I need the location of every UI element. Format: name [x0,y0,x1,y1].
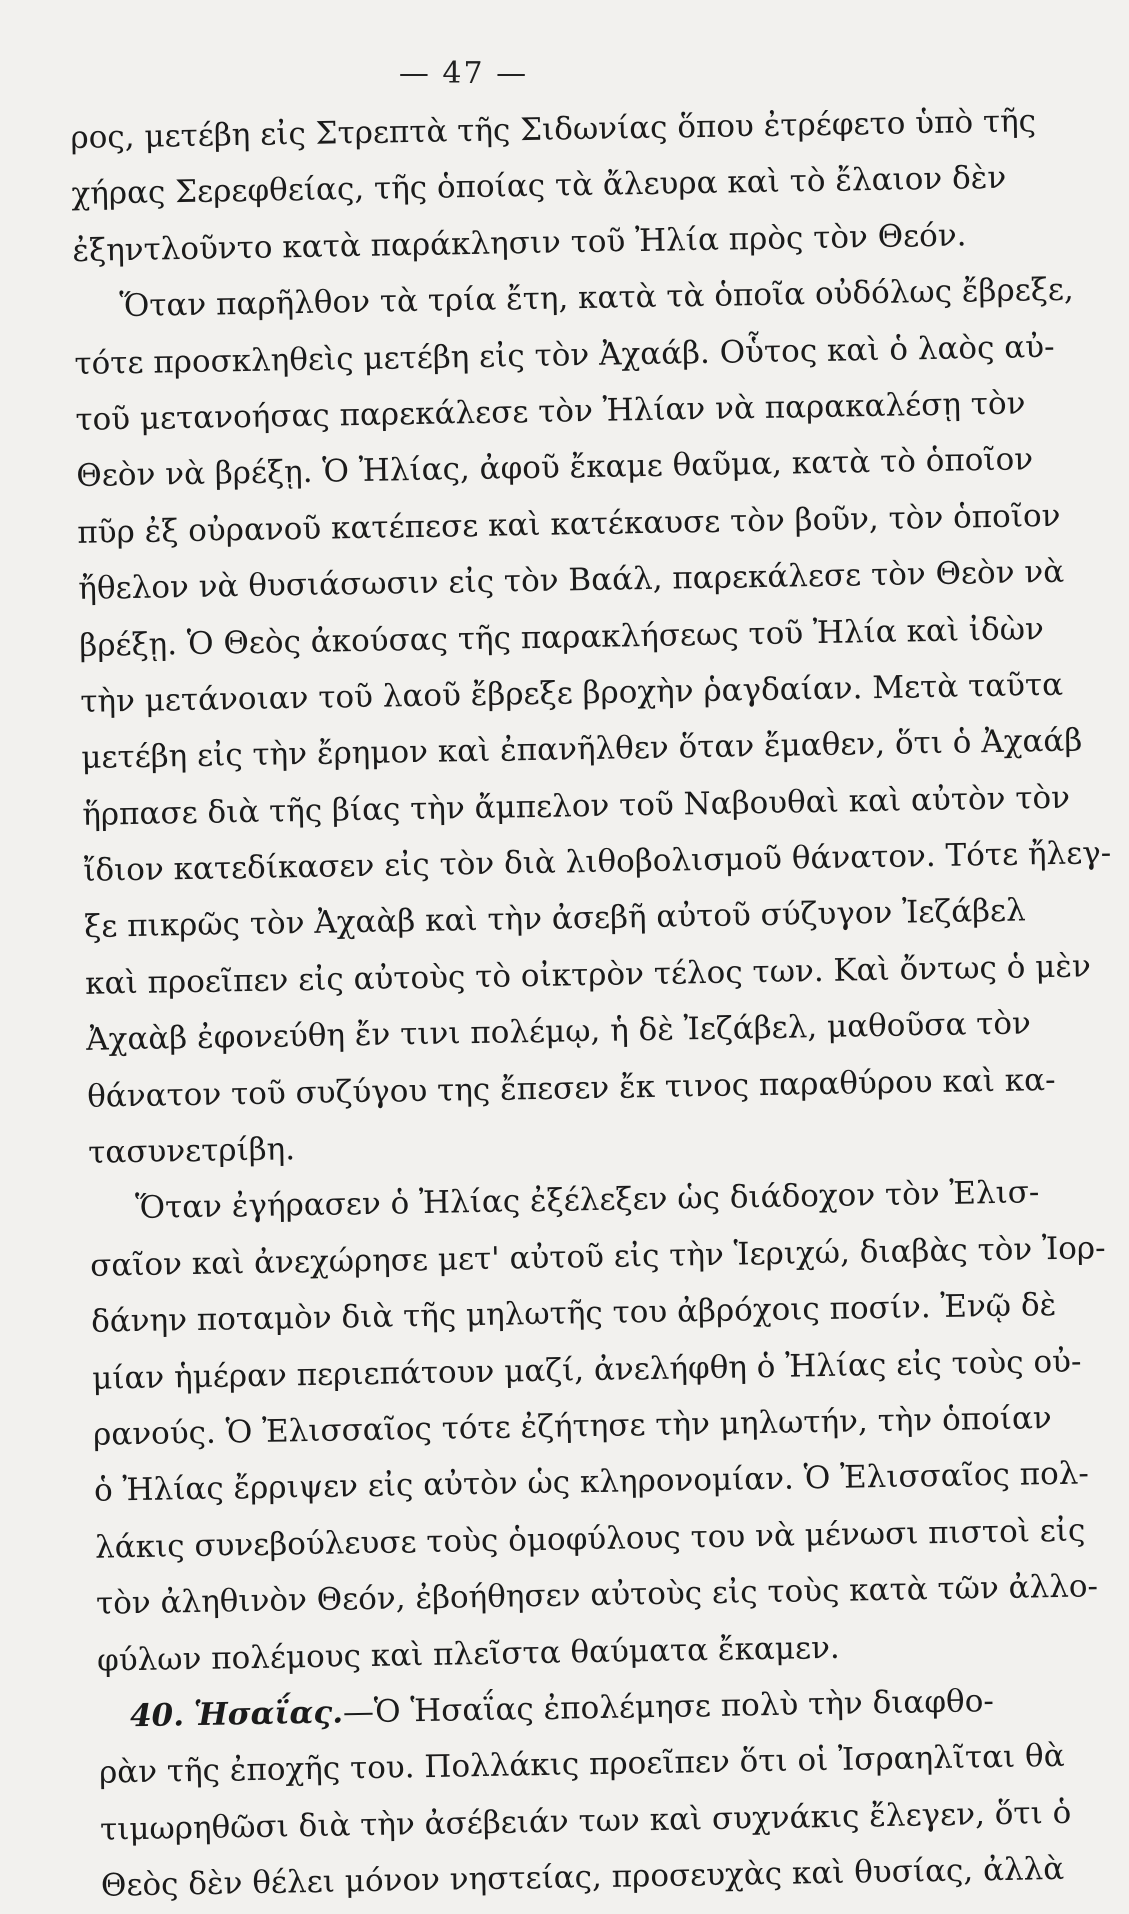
text-line: φύλων πολέμους καὶ πλεῖστα θαύματα ἔκαμεν. [96,1629,841,1679]
text-line: τὸν ἀληθινὸν Θεόν, ἐβοήθησεν αὐτοὺς εἰς τοὺς κατὰ τῶν ἀλλο- [95,1568,1099,1622]
text-line: Ἀχαὰβ ἐφονεύθη ἔν τινι πολέμῳ, ἡ δὲ Ἰεζάβελ, μαθοῦσα τὸν [85,1005,1032,1059]
text-line: ἤθελον νὰ θυσιάσωσιν εἰς τὸν Βαάλ, παρεκάλεσε τὸν Θεὸν νὰ [78,553,1065,608]
text-line: Ὅταν παρῆλθον τὰ τρία ἔτη, κατὰ τὰ ὁποῖα οὐδόλως ἔβρεξε, [119,271,1075,325]
text-line: θάνατον τοῦ συζύγου της ἔπεσεν ἔκ τινος παραθύρου καὶ κα- [86,1061,1056,1115]
text-line: βρέξῃ. Ὁ Θεὸς ἀκούσας τῆς παρακλήσεως τοῦ Ἠλία καὶ ἰδὼν [79,610,1045,664]
page-number: — 47 — [398,56,529,91]
text-line: μετέβη εἰς τὴν ἔρημον καὶ ἐπανῆλθεν ὅταν ἔμαθεν, ὅτι ὁ Ἀχαάβ [81,722,1083,777]
text-line: ρὰν τῆς ἐποχῆς του. Πολλάκις προεῖπεν ὅτι οἱ Ἰσραηλῖται θὰ [98,1738,1065,1792]
text-line: ρος, μετέβη εἰς Στρεπτὰ τῆς Σιδωνίας ὅπου ἐτρέφετο ὑπὸ τῆς [70,103,1037,156]
text-line: σαῖον καὶ ἀνεχώρησε μετ' αὐτοῦ εἰς τὴν Ἱεριχώ, διαβὰς τὸν Ἰορ- [89,1229,1106,1284]
text-line: τὴν μετάνοιαν τοῦ λαοῦ ἔβρεξε βροχὴν ῥαγδαίαν. Μετὰ ταῦτα [80,666,1064,720]
text-line: Θεὸς δὲν θέλει μόνον νηστείας, προσευχὰς καὶ θυσίας, ἀλλὰ [100,1851,1065,1904]
text-line: ἥρπασε διὰ τῆς βίας τὴν ἄμπελον τοῦ Ναβουθαὶ καὶ αὐτὸν τὸν [81,779,1071,833]
text-line: χήρας Σερεφθείας, τῆς ὁποίας τὰ ἄλευρα καὶ τὸ ἔλαιον δὲν [71,160,1007,213]
text-line: τότε προσκληθεὶς μετέβη εἰς τὸν Ἀχαάβ. Οὗτος καὶ ὁ λαὸς αὐ- [74,328,1055,382]
text-line: πῦρ ἐξ οὐρανοῦ κατέπεσε καὶ κατέκαυσε τὸν βοῦν, τὸν ὁποῖον [77,497,1061,551]
text-line: Θεὸν νὰ βρέξῃ. Ὁ Ἠλίας, ἀφοῦ ἔκαμε θαῦμα, κατὰ τὸ ὁποῖον [76,441,1034,495]
text-line: λάκις συνεβούλευσε τοὺς ὁμοφύλους του νὰ μένωσι πιστοὶ εἰς [94,1512,1086,1566]
text-line: μίαν ἡμέραν περιεπάτουν μαζί, ἀνελήφθη ὁ Ἠλίας εἰς τοὺς οὐ- [91,1343,1082,1397]
text-line: ξε πικρῶς τὸν Ἀχαὰβ καὶ τὴν ἀσεβῆ αὐτοῦ σύζυγον Ἰεζάβελ [83,892,1027,946]
paragraph [73,265,1112,1181]
text-line: ἴδιον κατεδίκασεν εἰς τὸν διὰ λιθοβολισμοῦ θάνατον. Τότε ἤλεγ- [82,835,1112,889]
text-line: τασυνετρίβη. [87,1131,296,1171]
text-line: τιμωρηθῶσι διὰ τὴν ἀσέβειάν των καὶ συχνάκις ἔλεγεν, ὅτι ὁ [99,1794,1072,1848]
paragraph [89,1167,1106,1688]
text-line: ἐξηντλοῦντο κατὰ παράκλησιν τοῦ Ἠλία πρὸς τὸν Θεόν. [72,217,967,269]
section-first-line: —Ὁ Ἡσαΐας ἐπολέμησε πολὺ τὴν διαφθο- [342,1683,995,1731]
text-line: δάνην ποταμὸν διὰ τῆς μηλωτῆς του ἀβρόχοις ποσίν. Ἐνῷ δὲ [90,1287,1057,1341]
text-line: Ὅταν ἐγήρασεν ὁ Ἠλίας ἐξέλεξεν ὡς διάδοχον τὸν Ἐλισ- [134,1174,1040,1227]
text-line: ὁ Ἠλίας ἔρριψεν εἰς αὐτὸν ὡς κληρονομίαν. Ὁ Ἐλισσαῖος πολ- [93,1455,1090,1510]
section-number: 40. [129,1697,185,1735]
section-title: Ἡσαΐας. [193,1694,344,1734]
text-line: ρανούς. Ὁ Ἐλισσαῖος τότε ἐζήτησε τὴν μηλωτήν, τὴν ὁποίαν [92,1400,1052,1453]
section-40 [98,1675,1072,1914]
text-line: καὶ προεῖπεν εἰς αὐτοὺς τὸ οἰκτρὸν τέλος των. Καὶ ὄντως ὁ μὲν [84,948,1092,1002]
body-text [70,96,1112,1914]
paragraph [70,96,1037,279]
text-line: τοῦ μετανοήσας παρεκάλεσε τὸν Ἠλίαν νὰ παρακαλέσῃ τὸν [75,385,1026,438]
